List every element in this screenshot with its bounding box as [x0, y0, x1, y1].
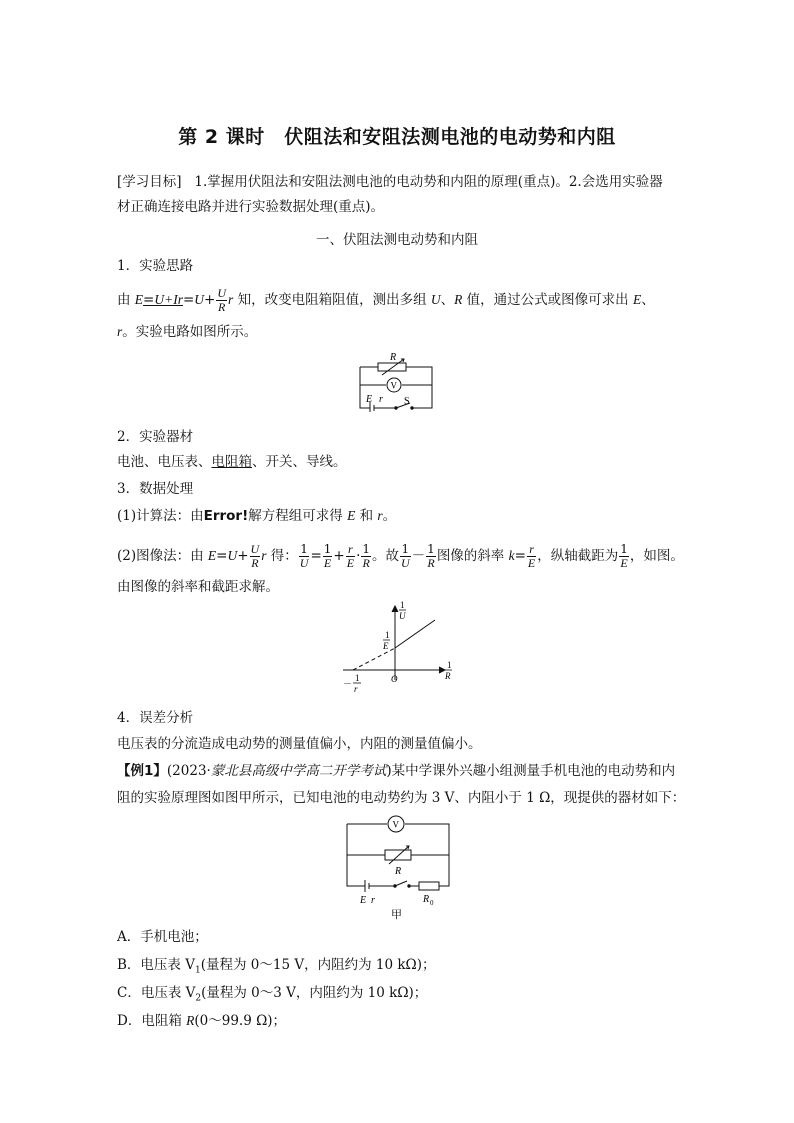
option-d: D．电阻箱 R(0～99.9 Ω)；	[117, 1013, 287, 1029]
item2-heading: 2．实验器材	[117, 429, 194, 445]
circuit-diagram-jia	[335, 812, 460, 922]
item1-heading: 1．实验思路	[117, 258, 194, 274]
svg-text:甲: 甲	[391, 909, 402, 921]
svg-text:－: －	[343, 679, 353, 689]
svg-text:R: R	[423, 894, 430, 905]
fraction-u-over-r: $\frac{U}{R}$	[217, 286, 227, 314]
example1-line-1: 【例1】(2023·蒙北县高级中学高二开学考试)某中学课外兴趣小组测量手机电池的电动势和内	[117, 763, 676, 779]
svg-text:R: R	[395, 866, 402, 877]
objectives-label: [学习目标]	[117, 174, 182, 190]
rheostat-icon	[378, 363, 406, 371]
svg-text:1: 1	[447, 660, 452, 670]
svg-text:E: E	[366, 394, 373, 405]
svg-text:R: R	[445, 671, 451, 681]
item3-graph-line2: 由图像的斜率和截距求解。	[117, 579, 279, 595]
item4-heading: 4．误差分析	[117, 710, 194, 726]
svg-text:R: R	[390, 352, 397, 363]
item2-body: 电池、电压表、电阻箱、开关、导线。	[117, 454, 347, 470]
svg-text:r: r	[379, 394, 383, 405]
svg-text:1: 1	[385, 630, 390, 640]
svg-text:V: V	[390, 380, 397, 391]
svg-text:E: E	[360, 895, 367, 906]
svg-text:O: O	[391, 674, 398, 684]
item1-formula-line: 由 E=U+Ir=U+ $\frac{U}{R}$ r 知，改变电阻箱阻值，测出多组 U、R 值，通过公式或图像可求出 E、	[117, 286, 655, 314]
item3-calc: (1)计算法：由Error!解方程组可求得 E 和 r。	[117, 508, 397, 524]
objectives-line-1: [学习目标] 1.掌握用伏阻法和安阻法测电池的电动势和内阻的原理(重点)。2.会选用实验器	[117, 174, 663, 190]
option-a: A．手机电池；	[117, 929, 208, 945]
option-b: B．电压表 $V_1$(量程为 0～15 V，内阻约为 10 kΩ)；	[117, 957, 436, 976]
option-c: C．电压表 $V_2$(量程为 0～3 V，内阻约为 10 kΩ)；	[117, 985, 428, 1004]
page-title: 第 2 课时 伏阻法和安阻法测电池的电动势和内阻	[178, 126, 616, 148]
section-heading: 一、伏阻法测电动势和内阻	[316, 232, 478, 248]
svg-text:S: S	[404, 396, 410, 407]
dashed-extension	[353, 648, 395, 670]
svg-text:E: E	[383, 641, 389, 651]
objectives-line-2: 材正确连接电路并进行实验数据处理(重点)。	[117, 199, 385, 215]
circuit-diagram-1	[352, 350, 442, 412]
example-tag: 【例1】	[117, 763, 167, 779]
resistance-box-icon	[385, 850, 411, 860]
svg-text:1: 1	[400, 600, 405, 610]
item3-graph-method: (2)图像法：由 E=U+ $\frac{U}{R}$ r 得： $\frac{1}{U}$ = $\frac{1}{E}$ + $\frac{r}{E}$ · $\frac{1}{R}$ 。故 $\frac{1}{U}$ － $\frac{1}{R}$ 图像的斜率 k= $\frac{r}{E}$ ，纵轴截距为 $\frac{1}{E}$ ，如图。	[117, 542, 684, 570]
svg-text:0: 0	[430, 899, 434, 907]
item4-body: 电压表的分流造成电动势的测量值偏小，内阻的测量值偏小。	[117, 736, 482, 752]
svg-text:1: 1	[355, 673, 360, 683]
example1-line-2: 阻的实验原理图如图甲所示，已知电池的电动势约为 3 V、内阻小于 1 Ω，现提供的器材如下：	[117, 790, 686, 806]
svg-text:r: r	[354, 684, 358, 692]
svg-text:V: V	[392, 819, 399, 830]
item3-heading: 3．数据处理	[117, 481, 194, 497]
item1-line-2: r。实验电路如图所示。	[117, 324, 258, 340]
svg-text:U: U	[399, 611, 406, 621]
graph-1u-vs-1r	[335, 600, 460, 692]
svg-text:r: r	[371, 895, 375, 906]
solid-line	[395, 620, 435, 648]
resistor-r0-icon	[419, 882, 439, 890]
